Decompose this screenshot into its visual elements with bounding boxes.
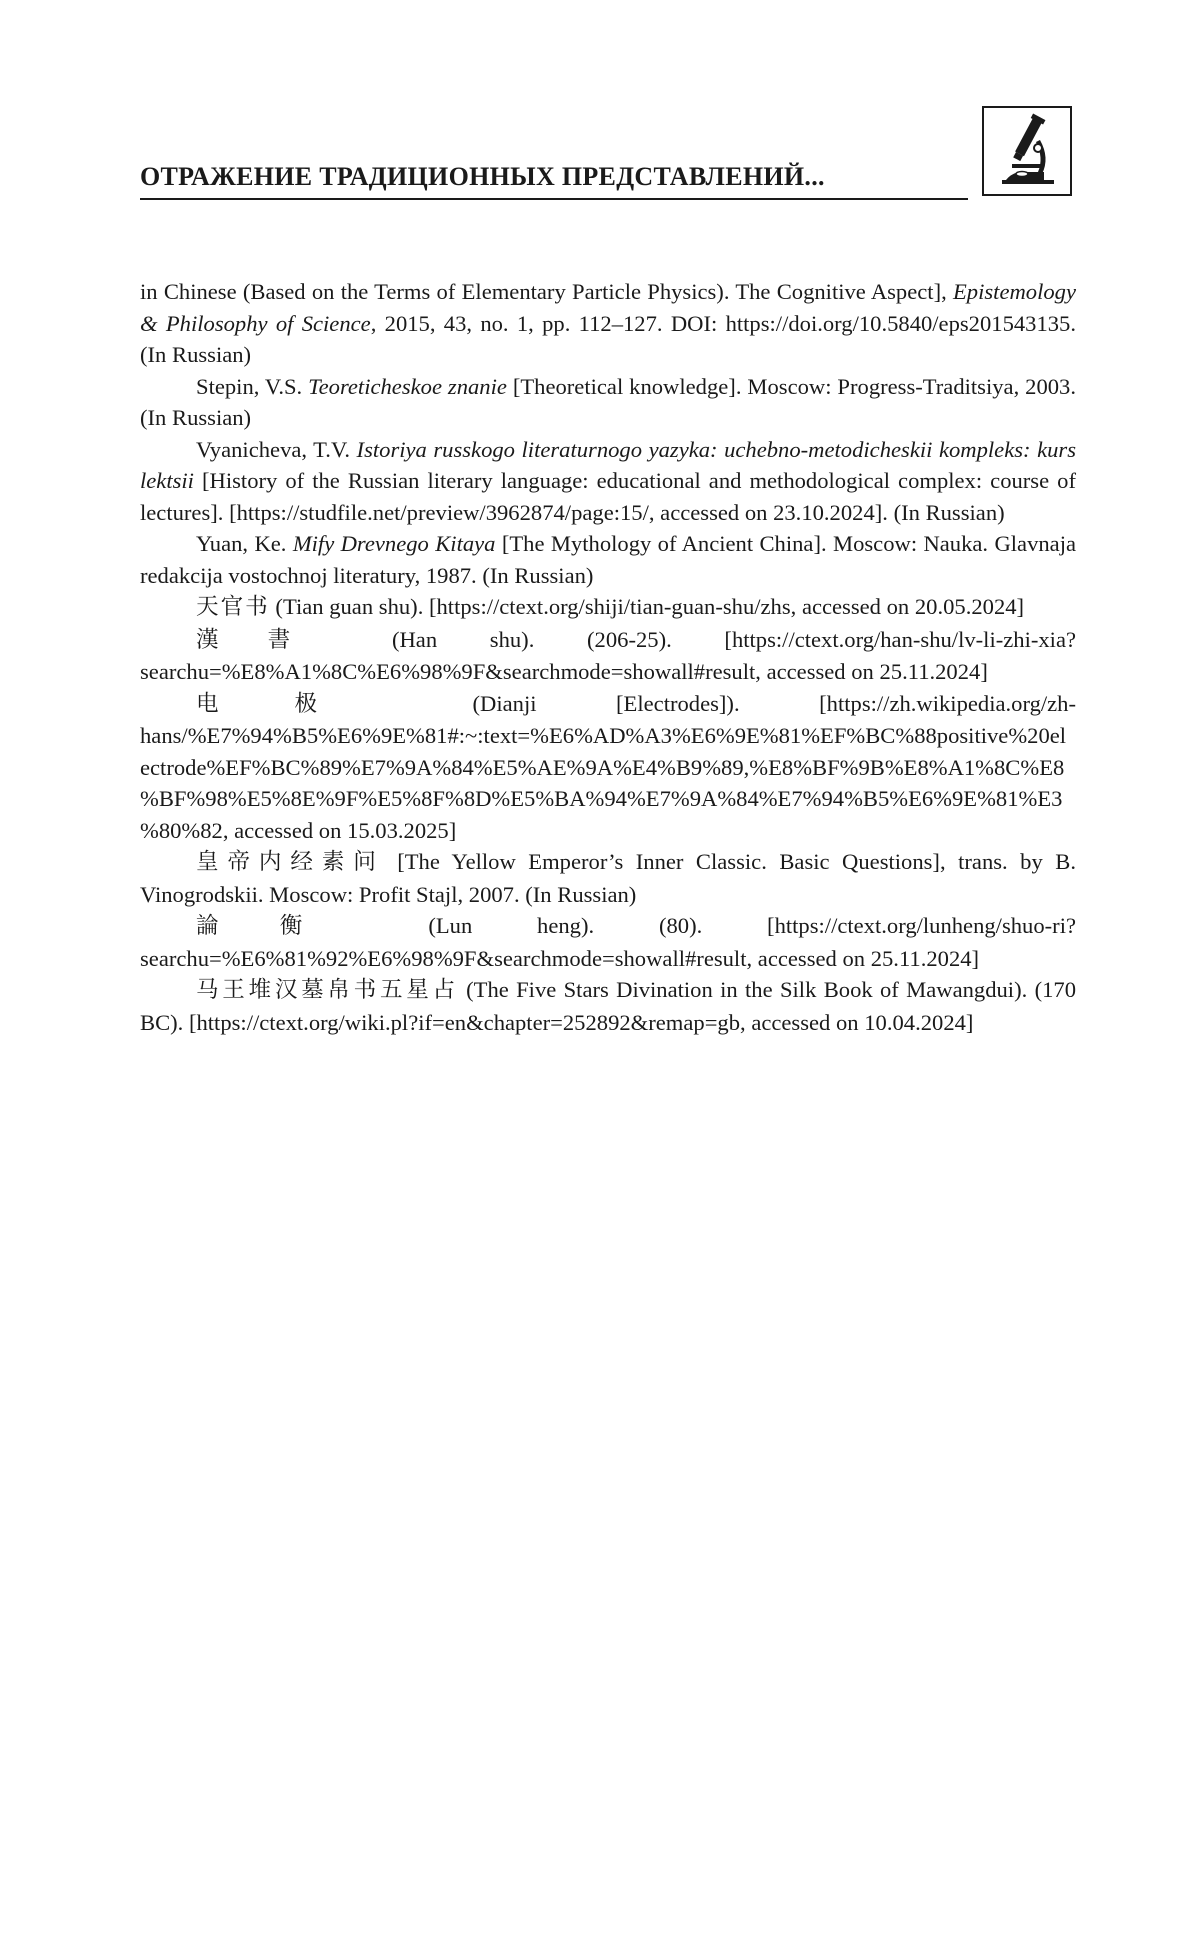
reference-chinese-title: 論衡 (196, 913, 364, 939)
reference-entry (140, 434, 1076, 529)
reference-chinese-title: 马王堆汉墓帛书五星占 (196, 977, 459, 1003)
reference-text: (Tian guan shu). [https://ctext.org/shiji/tian-guan-shu/zhs, accessed on 20.05.2024] (269, 594, 1025, 619)
reference-text: Vyanicheva, T.V. (196, 436, 357, 462)
reference-entry (140, 688, 1076, 847)
reference-text: [History of the Russian literary language: educational and methodological complex: course of lectures]. [https://studfile.net/preview/3962874/page:15/, accessed on 23.10.2024]. (In Russian) (140, 468, 1076, 525)
reference-title: Teoreticheskoe znanie (308, 373, 507, 399)
reference-text: in Chinese (Based on the Terms of Elementary Particle Physics). The Cognitive Aspect], (140, 279, 953, 304)
section-logo (982, 106, 1072, 196)
reference-chinese-title: 漢書 (196, 626, 340, 653)
reference-entry (140, 371, 1076, 434)
reference-entry (140, 528, 1076, 591)
reference-text: (Dianji [Electrodes]). [https://zh.wikipedia.org/zh-hans/%E7%94%B5%E6%9E%81#:~:text=%E6%AD%A3%E6%9E%81%EF%BC%88positive%20electrode%EF%BC%89%E7%9A%84%E5%AE%9A%E4%B9%89,%E8%BF%9B%E8%A1%8C%E8%BF%98%E5%8E%9F%E5%8F%8D%E5%BA%94%E7%9A%84%E7%94%B5%E6%9E%81%E3%80%82, accessed on 15.03.2025] (140, 690, 1076, 843)
reference-entry (140, 974, 1076, 1038)
running-header-title: ОТРАЖЕНИЕ ТРАДИЦИОННЫХ ПРЕДСТАВЛЕНИЙ... (140, 162, 825, 191)
reference-text: [Theoretical knowledge]. Moscow: Progress-Traditsiya, 2003. (In Russian) (140, 373, 1076, 430)
reference-chinese-title: 电极 (196, 690, 393, 717)
reference-text: Yuan, Ke. (196, 531, 293, 556)
reference-title: Epistemology & Philosophy of Science (140, 279, 1076, 336)
reference-entry (140, 846, 1076, 910)
reference-entry (140, 624, 1076, 688)
reference-entry (140, 910, 1076, 974)
reference-chinese-title: 皇帝内经素问 (196, 849, 385, 875)
running-header (140, 106, 1080, 202)
reference-entry (140, 276, 1076, 371)
reference-text: [The Yellow Emperor’s Inner Classic. Basic Questions], trans. by B. Vinogrodskii. Moscow: Profit Stajl, 2007. (In Russian) (140, 849, 1076, 907)
reference-text: (Han shu). (206-25). [https://ctext.org/han-shu/lv-li-zhi-xia?searchu=%E8%A1%8C%E6%98%9F&searchmode=showall#result, accessed on 25.11.2024] (140, 626, 1077, 684)
reference-title: Istoriya russkogo literaturnogo yazyka: uchebno-metodicheskii kompleks: kurs lektsii (140, 436, 1076, 493)
reference-text: (Lun heng). (80). [https://ctext.org/lunheng/shuo-ri?searchu=%E6%81%92%E6%98%9F&searchmode=showall#result, accessed on 25.11.2024] (140, 913, 1076, 971)
microscope-icon (984, 108, 1070, 194)
reference-text: Stepin, V.S. (196, 373, 309, 399)
reference-text: (The Five Stars Divination in the Silk Book of Mawangdui). (170 BC). [https://ctext.org/wiki.pl?if=en&chapter=252892&remap=gb, accessed on 10.04.2024] (140, 977, 1077, 1035)
header-rule (140, 198, 968, 200)
reference-list (140, 276, 1076, 1038)
reference-entry (140, 591, 1076, 624)
reference-text: , 2015, 43, no. 1, pp. 112–127. DOI: https://doi.org/10.5840/eps201543135. (In Russian) (140, 310, 1076, 367)
reference-chinese-title: 天官书 (196, 594, 270, 620)
reference-text: [The Mythology of Ancient China]. Moscow: Nauka. Glavnaja redakcija vostochnoj literatury, 1987. (In Russian) (140, 531, 1077, 588)
reference-title: Mify Drevnego Kitaya (292, 531, 496, 556)
